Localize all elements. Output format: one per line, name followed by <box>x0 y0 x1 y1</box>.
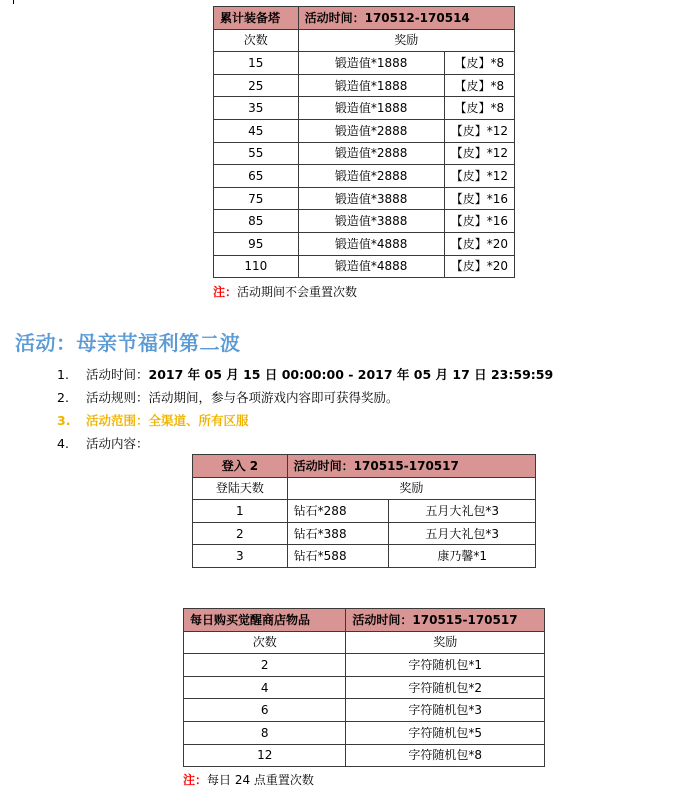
note-text: 每日 24 点重置次数 <box>207 773 314 787</box>
count-cell: 85 <box>214 210 299 233</box>
reward-cell: 五月大礼包*3 <box>389 500 536 523</box>
item-number: 2. <box>57 390 69 405</box>
col-days-header: 登陆天数 <box>193 477 288 500</box>
table-row <box>214 52 515 75</box>
list-item <box>57 386 553 409</box>
list-item <box>57 409 553 432</box>
reward-cell: 【皮】*16 <box>444 210 514 233</box>
table-row <box>193 522 536 545</box>
section-title: 活动：母亲节福利第二波 <box>15 331 241 355</box>
note-text: 活动期间不会重置次数 <box>237 285 358 299</box>
activity-period: 活动时间：170512-170514 <box>298 7 514 30</box>
reward-cell: 锻造值*1888 <box>298 97 444 120</box>
item-number: 3. <box>57 413 71 428</box>
day-cell: 2 <box>193 522 288 545</box>
reward-cell: 【皮】*8 <box>444 74 514 97</box>
activity-time-value: 2017 年 05 月 15 日 00:00:00 - 2017 年 05 月 17 日 23:59:59 <box>148 367 554 382</box>
activity-details-list <box>57 363 553 455</box>
table-header-row <box>193 455 536 478</box>
count-cell: 35 <box>214 97 299 120</box>
count-cell: 2 <box>184 654 346 677</box>
reward-cell: 【皮】*12 <box>444 119 514 142</box>
reward-cell: 五月大礼包*3 <box>389 522 536 545</box>
table-row <box>184 654 545 677</box>
reward-cell: 钻石*588 <box>287 545 389 568</box>
reward-cell: 锻造值*1888 <box>298 52 444 75</box>
table-row <box>193 545 536 568</box>
table-row <box>214 97 515 120</box>
reward-cell: 字符随机包*8 <box>346 744 545 767</box>
day-cell: 3 <box>193 545 288 568</box>
reward-cell: 锻造值*3888 <box>298 187 444 210</box>
table-row <box>184 676 545 699</box>
count-cell: 45 <box>214 119 299 142</box>
activity-period: 活动时间：170515-170517 <box>287 455 535 478</box>
table-row <box>214 255 515 278</box>
table-row <box>214 210 515 233</box>
text-cursor <box>13 0 14 4</box>
note-label: 注： <box>183 773 208 787</box>
count-cell: 65 <box>214 165 299 188</box>
item-number: 1. <box>57 367 69 382</box>
table-row <box>184 699 545 722</box>
reward-cell: 钻石*288 <box>287 500 389 523</box>
column-header-row <box>184 631 545 654</box>
count-cell: 110 <box>214 255 299 278</box>
table-row <box>214 119 515 142</box>
col-count-header: 次数 <box>184 631 346 654</box>
count-cell: 75 <box>214 187 299 210</box>
table-title: 累计装备塔 <box>214 7 299 30</box>
reward-cell: 字符随机包*1 <box>346 654 545 677</box>
reward-cell: 锻造值*2888 <box>298 119 444 142</box>
count-cell: 55 <box>214 142 299 165</box>
reward-cell: 锻造值*3888 <box>298 210 444 233</box>
col-reward-header: 奖励 <box>298 29 514 52</box>
reward-cell: 【皮】*20 <box>444 232 514 255</box>
reward-cell: 钻石*388 <box>287 522 389 545</box>
count-cell: 4 <box>184 676 346 699</box>
table1-note <box>213 283 357 300</box>
table-row <box>214 187 515 210</box>
reward-cell: 【皮】*16 <box>444 187 514 210</box>
reward-cell: 康乃馨*1 <box>389 545 536 568</box>
table-header-row <box>184 609 545 632</box>
table-row <box>193 500 536 523</box>
reward-cell: 字符随机包*5 <box>346 721 545 744</box>
reward-cell: 锻造值*1888 <box>298 74 444 97</box>
count-cell: 95 <box>214 232 299 255</box>
count-cell: 6 <box>184 699 346 722</box>
item-text: 活动内容： <box>86 436 149 451</box>
reward-cell: 【皮】*8 <box>444 97 514 120</box>
reward-cell: 【皮】*12 <box>444 142 514 165</box>
item-number: 4. <box>57 436 69 451</box>
reward-cell: 锻造值*4888 <box>298 232 444 255</box>
list-item <box>57 363 553 386</box>
reward-cell: 字符随机包*3 <box>346 699 545 722</box>
column-header-row <box>193 477 536 500</box>
table-row <box>214 142 515 165</box>
count-cell: 15 <box>214 52 299 75</box>
reward-cell: 锻造值*2888 <box>298 165 444 188</box>
count-cell: 25 <box>214 74 299 97</box>
cumulative-equipment-tower-table <box>213 6 515 278</box>
activity-period: 活动时间：170515-170517 <box>346 609 545 632</box>
reward-cell: 字符随机包*2 <box>346 676 545 699</box>
table-header-row <box>214 7 515 30</box>
table-row <box>184 721 545 744</box>
table-title: 登入 2 <box>193 455 288 478</box>
table-row <box>214 165 515 188</box>
reward-cell: 锻造值*4888 <box>298 255 444 278</box>
reward-cell: 【皮】*20 <box>444 255 514 278</box>
table-title: 每日购买觉醒商店物品 <box>184 609 346 632</box>
note-label: 注： <box>213 285 238 299</box>
table-row <box>214 74 515 97</box>
reward-cell: 【皮】*8 <box>444 52 514 75</box>
item-text: 活动规则：活动期间，参与各项游戏内容即可获得奖励。 <box>86 390 399 405</box>
table-row <box>184 744 545 767</box>
item-text: 活动范围：全渠道、所有区服 <box>86 413 249 428</box>
col-count-header: 次数 <box>214 29 299 52</box>
col-reward-header: 奖励 <box>346 631 545 654</box>
list-item <box>57 432 553 455</box>
item-label: 活动时间： <box>86 367 149 382</box>
col-reward-header: 奖励 <box>287 477 535 500</box>
count-cell: 12 <box>184 744 346 767</box>
day-cell: 1 <box>193 500 288 523</box>
count-cell: 8 <box>184 721 346 744</box>
reward-cell: 锻造值*2888 <box>298 142 444 165</box>
table-row <box>214 232 515 255</box>
awakening-shop-purchase-table <box>183 608 545 767</box>
column-header-row <box>214 29 515 52</box>
table3-note <box>183 771 314 788</box>
reward-cell: 【皮】*12 <box>444 165 514 188</box>
login-reward-table <box>192 454 536 568</box>
